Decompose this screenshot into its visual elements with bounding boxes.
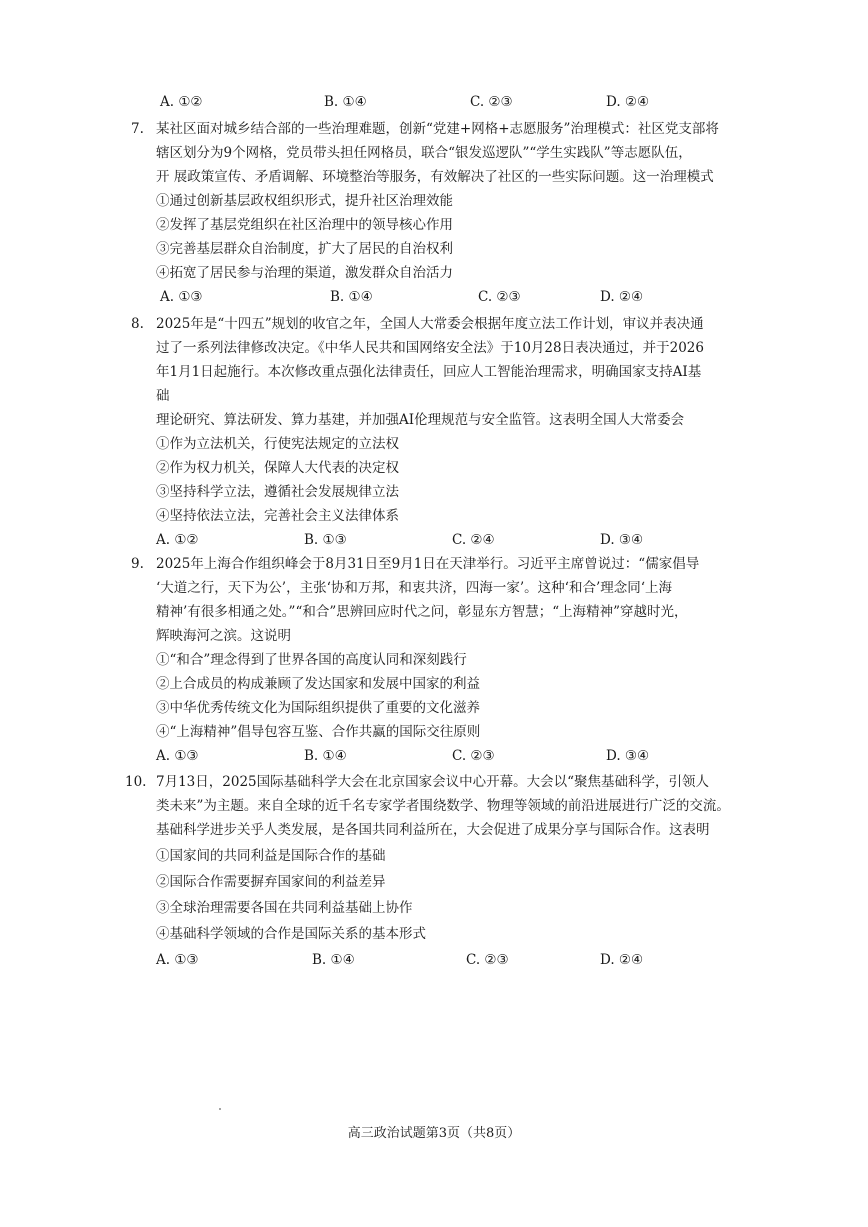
question-stem-line: 础 [156,388,170,404]
option-d: D. ②④ [600,952,644,968]
statement-1: ①作为立法机关，行使宪法规定的立法权 [156,436,399,452]
option-a: A. ①② [156,532,199,548]
question-stem-line: 基础科学进步关乎人类发展，是各国共同利益所在，大会促进了成果分享与国际合作。这表明 [156,822,710,838]
question-stem-line: 精神’有很多相通之处。”“和合”思辨回应时代之问，彰显东方智慧；“上海精神”穿越时光， [156,604,688,620]
option-c: C. ②③ [466,952,509,968]
option-a: A. ①③ [156,748,199,764]
statement-4: ④坚持依法立法，完善社会主义法律体系 [156,508,399,524]
statement-4: ④基础科学领域的合作是国际关系的基本形式 [156,926,426,942]
question-number: 10. [125,774,147,790]
option-c: C. ②③ [470,94,513,110]
option-c: C. ②③ [478,289,521,305]
option-d: D. ③④ [600,532,644,548]
statement-4: ④“上海精神”倡导包容互鉴、合作共赢的国际交往原则 [156,724,481,740]
option-d: D. ②④ [606,94,650,110]
question-stem-line: 某社区面对城乡结合部的一些治理难题，创新“党建+网格+志愿服务”治理模式：社区党支部将 [156,121,719,137]
statement-3: ③中华优秀传统文化为国际组织提供了重要的文化滋养 [156,700,480,716]
option-d: D. ③④ [606,748,650,764]
question-stem-line: 2025年上海合作组织峰会于8月31日至9月1日在天津举行。习近平主席曾说过：“儒家倡导 [156,556,700,572]
statement-1: ①“和合”理念得到了世界各国的高度认同和深刻践行 [156,652,467,668]
statement-2: ②上合成员的构成兼顾了发达国家和发展中国家的利益 [156,676,480,692]
question-number: 8. [131,316,144,332]
question-stem-line: 辖区划分为9个网格，党员带头担任网格员，联合“银发巡逻队”“学生实践队”等志愿队伍， [156,145,692,161]
statement-1: ①国家间的共同利益是国际合作的基础 [156,848,386,864]
option-b: B. ①③ [304,532,347,548]
statement-3: ③坚持科学立法，遵循社会发展规律立法 [156,484,399,500]
option-b: B. ①④ [304,748,347,764]
question-stem-line: 辉映海河之滨。这说明 [156,628,291,644]
statement-2: ②发挥了基层党组织在社区治理中的领导核心作用 [156,217,453,233]
option-b: B. ①④ [330,289,373,305]
question-stem-line: 类未来”为主题。来自全球的近千名专家学者围绕数学、物理等领域的前沿进展进行广泛的交流。 [156,798,730,814]
stray-dot [219,1108,221,1110]
question-number: 9. [131,556,144,572]
statement-4: ④拓宽了居民参与治理的渠道，激发群众自治活力 [156,265,453,281]
question-stem-line: 2025年是“十四五”规划的收官之年，全国人大常委会根据年度立法工作计划，审议并表决通 [156,316,704,332]
question-stem-line: 开 展政策宣传、矛盾调解、环境整治等服务，有效解决了社区的一些实际问题。这一治理模式 [156,169,714,185]
statement-1: ①通过创新基层政权组织形式，提升社区治理效能 [156,193,453,209]
question-stem-line: 理论研究、算法研发、算力基建，并加强AI伦理规范与安全监管。这表明全国人大常委会 [156,412,685,428]
statement-2: ②国际合作需要摒弃国家间的利益差异 [156,874,386,890]
statement-2: ②作为权力机关，保障人大代表的决定权 [156,460,399,476]
question-number: 7. [131,121,144,137]
statement-3: ③完善基层群众自治制度，扩大了居民的自治权利 [156,241,453,257]
option-a: A. ①③ [160,289,203,305]
option-c: C. ②③ [452,748,495,764]
statement-3: ③全球治理需要各国在共同利益基础上协作 [156,900,413,916]
question-stem-line: 年1月1日起施行。本次修改重点强化法律责任，回应人工智能治理需求，明确国家支持AI基 [156,364,702,380]
question-stem-line: 7月13日，2025国际基础科学大会在北京国家会议中心开幕。大会以“聚焦基础科学，引领人 [156,774,710,790]
page-footer: 高三政治试题第3页（共8页） [347,1126,521,1141]
option-a: A. ①② [160,94,203,110]
option-a: A. ①③ [156,952,199,968]
option-b: B. ①④ [324,94,367,110]
option-d: D. ②④ [600,289,644,305]
option-b: B. ①④ [312,952,355,968]
question-stem-line: 过了一系列法律修改决定。《中华人民共和国网络安全法》于10月28日表决通过，并于2026 [156,340,704,356]
question-stem-line: ‘大道之行，天下为公’，主张‘协和万邦，和衷共济，四海一家’。这种‘和合’理念同‘上海 [156,580,673,596]
option-c: C. ②④ [452,532,495,548]
